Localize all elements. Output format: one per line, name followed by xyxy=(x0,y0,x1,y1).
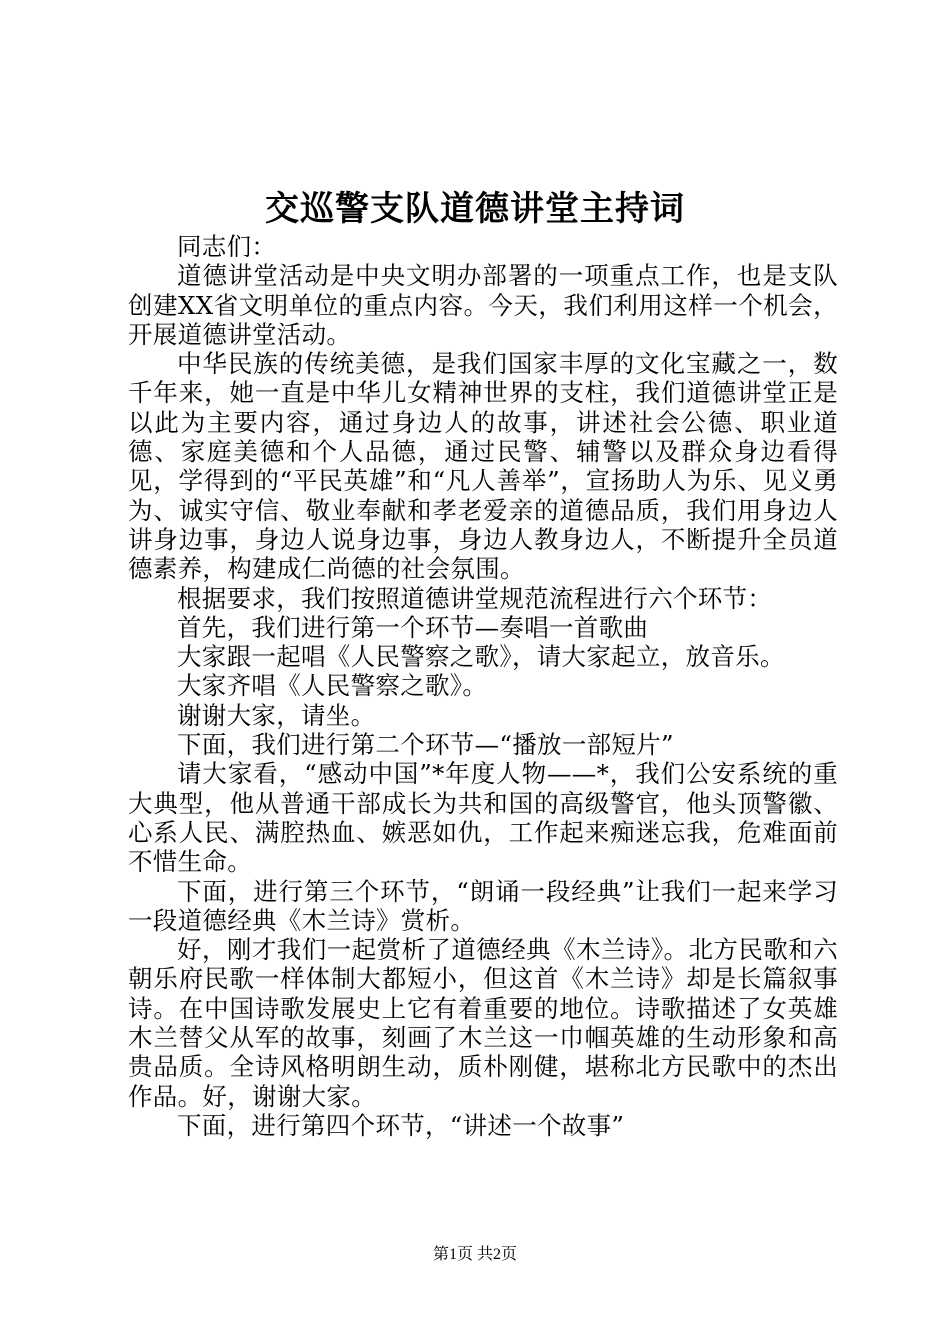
paragraph: 中华民族的传统美德，是我们国家丰厚的文化宝藏之一，数千年来，她一直是中华儿女精神世界的支柱，我们道德讲堂正是以此为主要内容，通过身边人的故事，讲述社会公德、职业道德、家庭美德和个人品德，通过民警、辅警以及群众身边看得见，学得到的“平民英雄”和“凡人善举”，宣扬助人为乐、见义勇为、诚实守信、敬业奉献和孝老爱亲的道德品质，我们用身边人讲身边事，身边人说身边事，身边人教身边人，不断提升全员道德素养，构建成仁尚德的社会氛围。 xyxy=(128,349,838,584)
paragraph: 下面，进行第四个环节，“讲述一个故事” xyxy=(177,1110,625,1140)
paragraph: 大家跟一起唱《人民警察之歌》，请大家起立，放音乐。 xyxy=(177,642,785,672)
paragraph: 首先，我们进行第一个环节—奏唱一首歌曲 xyxy=(177,612,649,642)
paragraph-greeting: 同志们： xyxy=(177,232,277,261)
document-title: 交巡警支队道德讲堂主持词 xyxy=(265,189,685,229)
paragraph: 道德讲堂活动是中央文明办部署的一项重点工作，也是支队创建XX省文明单位的重点内容。今天，我们利用这样一个机会，开展道德讲堂活动。 xyxy=(128,261,838,349)
paragraph: 根据要求，我们按照道德讲堂规范流程进行六个环节： xyxy=(177,583,773,613)
paragraph: 下面，我们进行第二个环节—“播放一部短片” xyxy=(177,730,674,760)
paragraph: 请大家看，“感动中国”*年度人物——*，我们公安系统的重大典型，他从普通干部成长为共和国的高级警官，他头顶警徽、心系人民、满腔热血、嫉恶如仇，工作起来痴迷忘我，危难面前不惜生命。 xyxy=(128,759,838,877)
paragraph: 好，刚才我们一起赏析了道德经典《木兰诗》。北方民歌和六朝乐府民歌一样体制大都短小，但这首《木兰诗》却是长篇叙事诗。在中国诗歌发展史上它有着重要的地位。诗歌描述了女英雄木兰替父从军的故事，刻画了木兰这一巾帼英雄的生动形象和高贵品质。全诗风格明朗生动，质朴刚健，堪称北方民歌中的杰出作品。好，谢谢大家。 xyxy=(128,935,838,1111)
document-body xyxy=(128,232,838,1140)
paragraph: 谢谢大家，请坐。 xyxy=(177,700,376,730)
paragraph: 下面，进行第三个环节，“朗诵一段经典”让我们一起来学习一段道德经典《木兰诗》赏析。 xyxy=(128,876,838,935)
paragraph: 大家齐唱《人民警察之歌》。 xyxy=(177,671,488,701)
page-number-footer: 第1页 共2页 xyxy=(432,1246,517,1263)
